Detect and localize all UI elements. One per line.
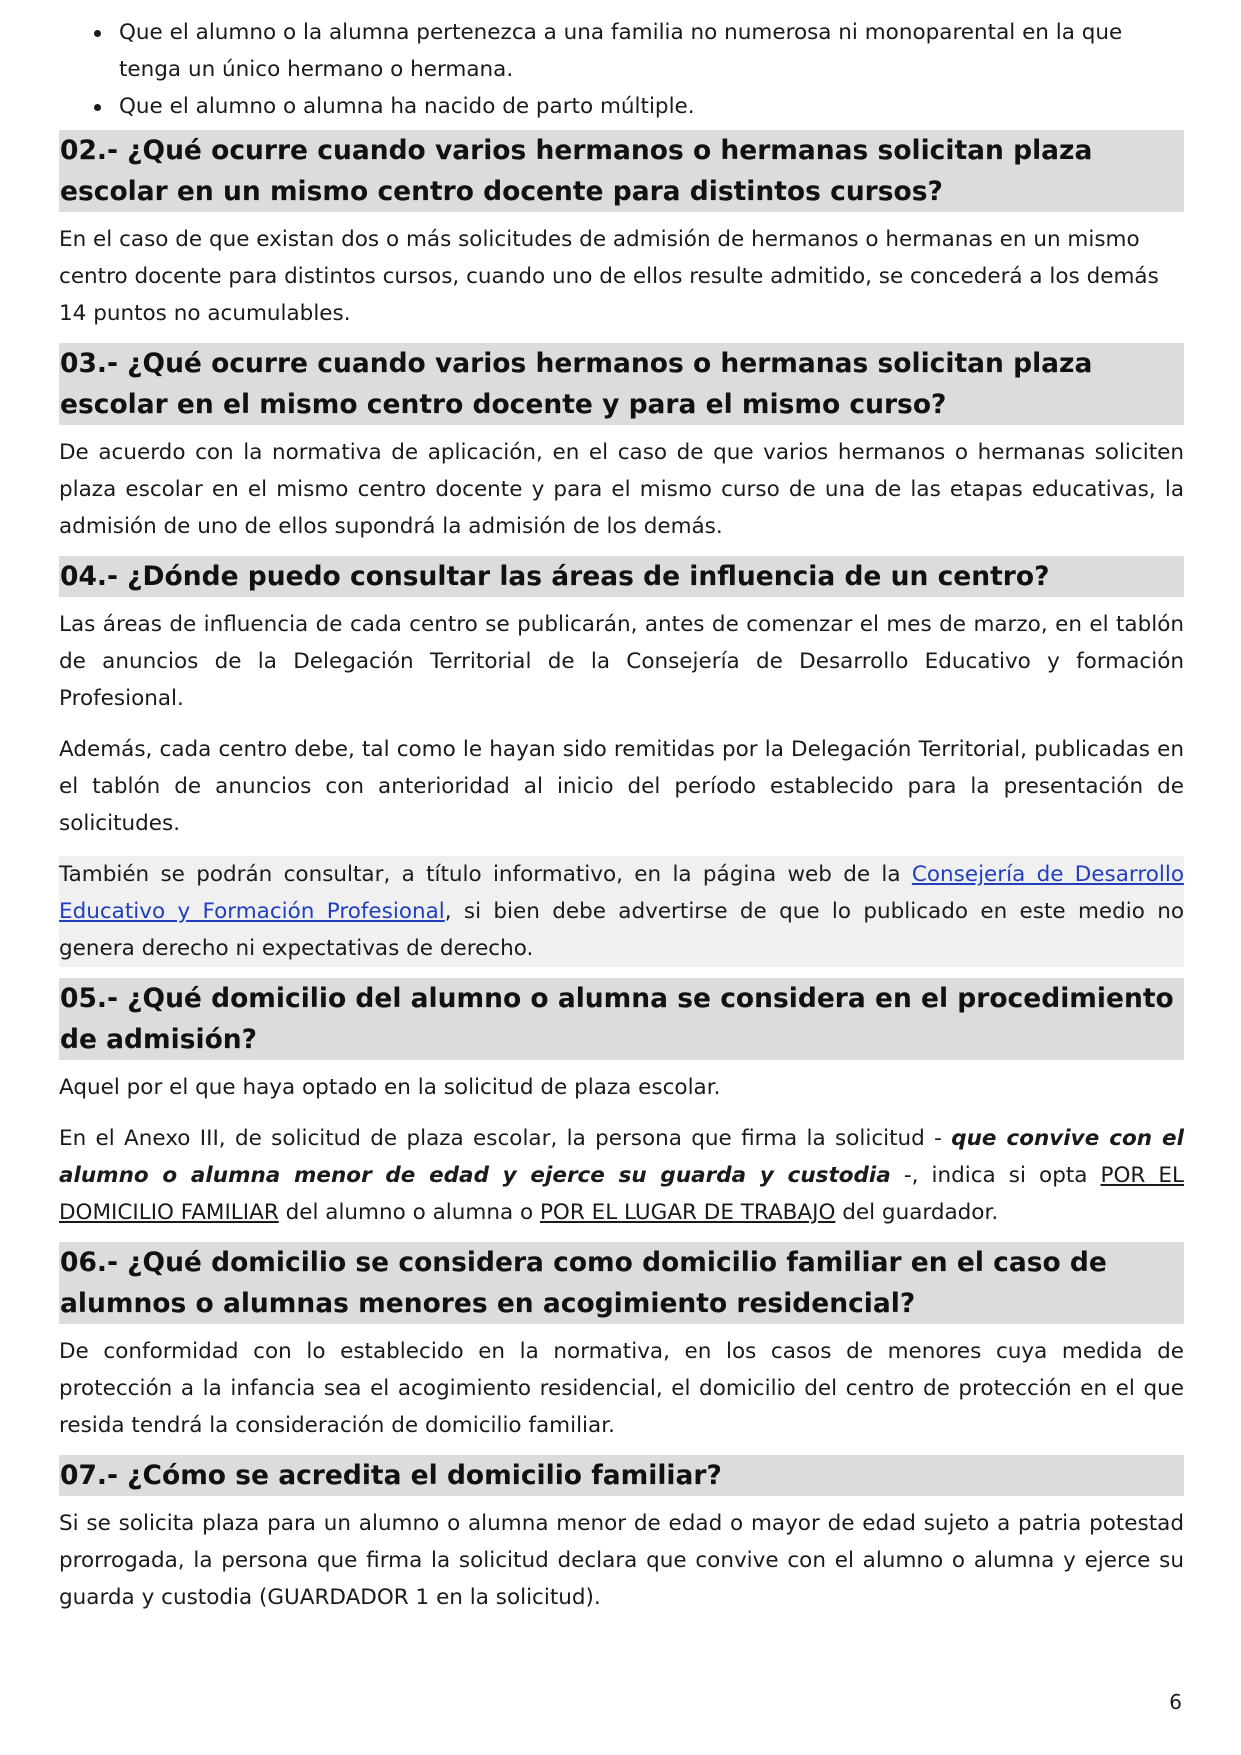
bullet-list	[59, 14, 1184, 125]
bullet-icon	[94, 104, 101, 111]
document-page	[59, 14, 1184, 1616]
underlined-option-trabajo: POR EL LUGAR DE TRABAJO	[539, 1200, 836, 1225]
answer-paragraph-07: Si se solicita plaza para un alumno o alumna menor de edad o mayor de edad sujeto a patria potestad prorrogada, la persona que firma la solicitud declara que convive con el alumno o alumna y ejerce su guarda y custodia (GUARDADOR 1 en la solicitud).	[59, 1511, 1184, 1610]
page-number: 6	[1169, 1690, 1182, 1714]
question-heading-06: 06.- ¿Qué domicilio se considera como domicilio familiar en el caso de alumnos o alumnas menores en acogimiento residencial?	[59, 1242, 1184, 1324]
question-heading-03: 03.- ¿Qué ocurre cuando varios hermanos o hermanas solicitan plaza escolar en el mismo centro docente y para el mismo curso?	[59, 343, 1184, 425]
question-heading-04: 04.- ¿Dónde puedo consultar las áreas de influencia de un centro?	[59, 556, 1184, 597]
bullet-icon	[94, 30, 101, 37]
answer-paragraph-05b: En el Anexo III, de solicitud de plaza escolar, la persona que firma la solicitud - que convive con el alumno o alumna menor de edad y ejerce su guarda y custodia -, indica si opta POR EL DOMICILIO FAMILIAR del alumno o alumna o POR EL LUGAR DE TRABAJO del guardador.	[59, 1126, 1184, 1225]
answer-paragraph-02: En el caso de que existan dos o más solicitudes de admisión de hermanos o hermanas en un mismo centro docente para distintos cursos, cuando uno de ellos resulte admitido, se concederá a los demás 14 puntos no acumulables.	[59, 227, 1159, 326]
answer-paragraph-03: De acuerdo con la normativa de aplicación, en el caso de que varios hermanos o hermanas soliciten plaza escolar en el mismo centro docente y para el mismo curso de una de las etapas educativas, la admisión de uno de ellos supondrá la admisión de los demás.	[59, 440, 1184, 539]
consejeria-website-link[interactable]: Consejería de Desarrollo Educativo y Formación Profesional	[59, 862, 1184, 924]
question-heading-02: 02.- ¿Qué ocurre cuando varios hermanos o hermanas solicitan plaza escolar en un mismo centro docente para distintos cursos?	[59, 130, 1184, 212]
answer-paragraph-04c: También se podrán consultar, a título informativo, en la página web de la Consejería de Desarrollo Educativo y Formación Profesional, si bien debe advertirse de que lo publicado en este medio no genera derecho ni expectativas de derecho.	[59, 856, 1184, 967]
list-item: Que el alumno o alumna ha nacido de parto múltiple.	[59, 88, 1184, 125]
list-item: Que el alumno o la alumna pertenezca a una familia no numerosa ni monoparental en la que tenga un único hermano o hermana.	[59, 14, 1184, 88]
answer-paragraph-04a: Las áreas de influencia de cada centro se publicarán, antes de comenzar el mes de marzo, en el tablón de anuncios de la Delegación Territorial de la Consejería de Desarrollo Educativo y formación Profesional.	[59, 612, 1184, 711]
question-heading-07: 07.- ¿Cómo se acredita el domicilio familiar?	[59, 1455, 1184, 1496]
answer-paragraph-05a: Aquel por el que haya optado en la solicitud de plaza escolar.	[59, 1075, 721, 1100]
answer-paragraph-04b: Además, cada centro debe, tal como le hayan sido remitidas por la Delegación Territorial, publicadas en el tablón de anuncios con anterioridad al inicio del período establecido para la presentación de solicitudes.	[59, 737, 1184, 836]
underlined-option-domicilio: POR EL DOMICILIO FAMILIAR	[59, 1163, 1184, 1225]
emphasis-text: que convive con el alumno o alumna menor de edad y ejerce su guarda y custodia	[59, 1126, 1184, 1188]
question-heading-05: 05.- ¿Qué domicilio del alumno o alumna se considera en el procedimiento de admisión?	[59, 978, 1184, 1060]
answer-paragraph-06: De conformidad con lo establecido en la normativa, en los casos de menores cuya medida de protección a la infancia sea el acogimiento residencial, el domicilio del centro de protección en el que resida tendrá la consideración de domicilio familiar.	[59, 1339, 1184, 1438]
